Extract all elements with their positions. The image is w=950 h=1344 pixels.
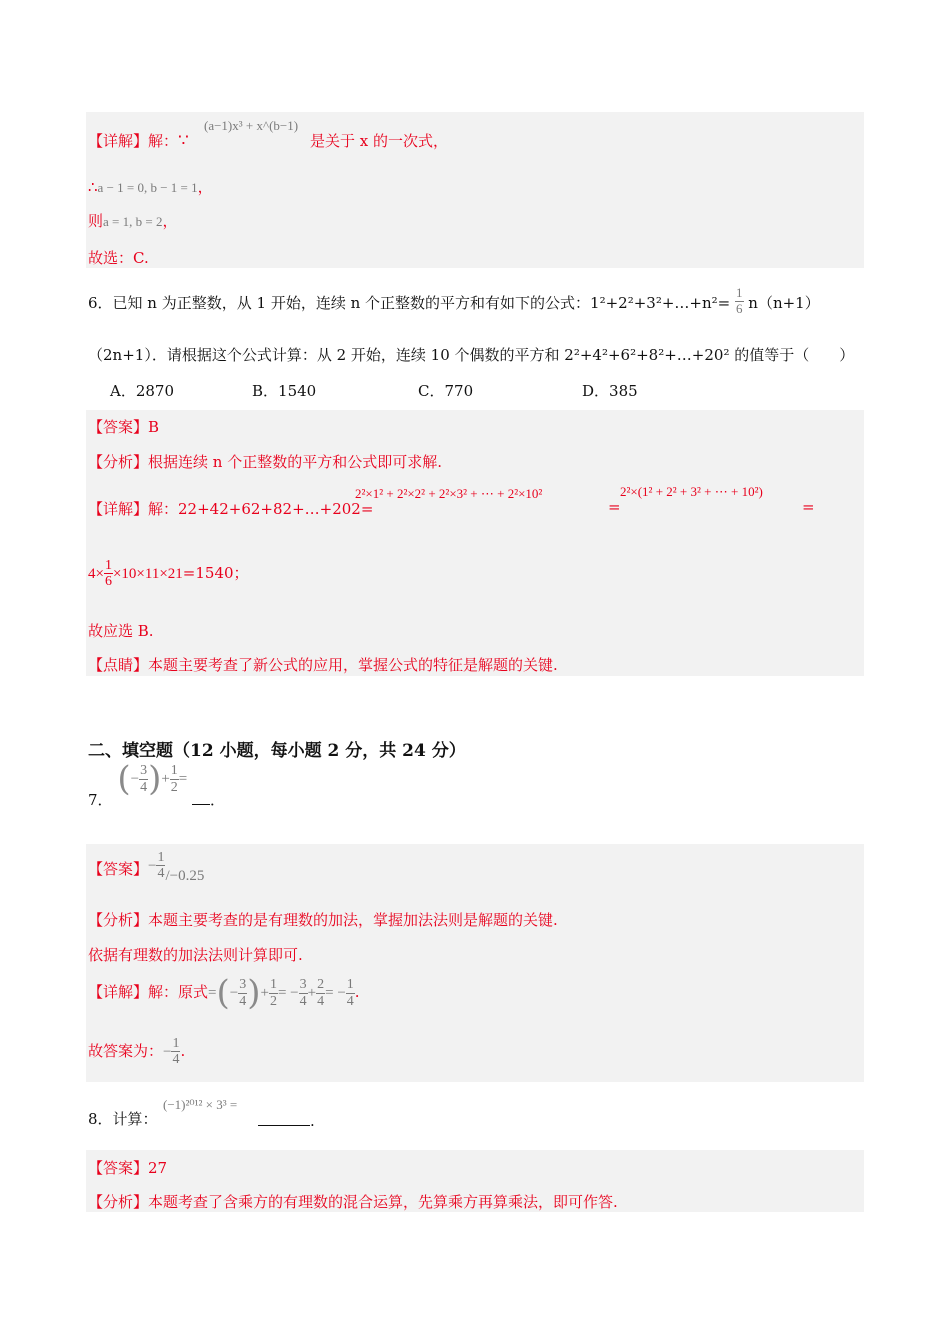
dot: .	[354, 983, 360, 1001]
analysis-label: 【分析】	[88, 453, 149, 471]
eq: = −	[277, 985, 299, 1001]
q7-analysis-line	[88, 909, 558, 930]
q7-final-line	[88, 1036, 185, 1068]
q6-stem-line2: （2n+1）．请根据这个公式计算：从 2 开始，连续 10 个偶数的平方和 2²+4²+6²+8²+…+20² 的值等于（ ）	[88, 346, 855, 364]
therefore-symbol: ∴	[88, 178, 98, 196]
frac-num: 3	[140, 763, 148, 779]
analysis-text: 本题考查了含乘方的有理数的混合运算，先算乘方再算乘法，即可作答.	[148, 1193, 618, 1211]
q6-option-b: B．1540	[252, 382, 317, 400]
detail-text: 解：原式	[148, 983, 209, 1001]
q6-expr1: 2²×1² + 2²×2² + 2²×3² + ⋯ + 2²×10²	[355, 486, 543, 501]
frac	[299, 977, 308, 1009]
plus: +	[307, 985, 317, 1001]
left-paren: (	[216, 973, 230, 1013]
answer-value: 27	[148, 1159, 168, 1177]
q6-frac-num: 1	[736, 285, 743, 301]
frac-den: 2	[269, 993, 277, 1009]
q6-expr2: 2²×(1² + 2² + 3² + ⋯ + 10²)	[620, 484, 763, 499]
neg: −	[229, 985, 239, 1001]
q8-tail: .	[310, 1112, 315, 1130]
analysis-label: 【分析】	[88, 1193, 149, 1211]
q6-stem-text: 6．已知 n 为正整数，从 1 开始，连续 n 个正整数的平方和有如下的公式：1²+2²+3²+…+n²=	[88, 294, 731, 312]
final-neg: −	[163, 1043, 172, 1060]
frac-num: 1	[170, 763, 178, 779]
q7-stem	[88, 759, 226, 810]
frac-den: 4	[317, 993, 325, 1009]
q6-detail-line	[88, 498, 373, 519]
frac-den: 2	[170, 779, 178, 795]
frac-num: 3	[239, 977, 247, 993]
frac-num: 1	[346, 977, 354, 993]
q7-number: 7．	[88, 791, 113, 809]
q6-option-c: C．770	[418, 382, 474, 400]
q7-detail-line	[88, 973, 360, 1013]
q8-answer-line	[88, 1157, 167, 1178]
answer-blank	[192, 804, 210, 805]
q8-number: 8．计算：	[88, 1110, 158, 1128]
calc-frac-num: 1	[104, 558, 112, 573]
frac-num: 2	[317, 977, 325, 993]
plus: +	[260, 985, 269, 1001]
q6-eq2: =	[802, 498, 815, 516]
q6-solution-box	[86, 410, 864, 676]
frac-den: 4	[239, 993, 247, 1009]
detail-text: 解：22+42+62+82+…+202=	[148, 500, 374, 518]
q6-calc-line	[88, 558, 249, 590]
q5-choice: 故选：C.	[88, 249, 149, 267]
frac-num: 3	[299, 977, 307, 993]
q6-option-d: D．385	[582, 382, 638, 400]
q5-result: a = 1, b = 2	[103, 214, 163, 229]
q7-frac-1	[139, 763, 148, 795]
q6-comment-line	[88, 654, 558, 675]
q6-conclusion: 故应选 B.	[88, 622, 154, 640]
frac	[269, 977, 278, 1009]
comma: ，	[162, 212, 178, 230]
detail-label: 【详解】	[88, 132, 149, 150]
q5-is-linear: 是关于 x 的一次式，	[310, 132, 448, 150]
frac-den: 4	[157, 866, 165, 882]
answer-label: 【答案】	[88, 1159, 149, 1177]
q6-stem-line1	[88, 285, 820, 316]
q6-eq1: =	[608, 498, 621, 516]
frac-num: 1	[157, 850, 165, 865]
q5-cond: a − 1 = 0, b − 1 = 1	[97, 180, 198, 195]
frac	[316, 977, 325, 1009]
q7-tail: ．	[210, 791, 226, 809]
calc-post: ×10×11×21	[112, 565, 183, 582]
eq: =	[208, 985, 217, 1001]
frac-num: 1	[269, 977, 277, 993]
answer-blank	[258, 1108, 310, 1126]
neg-sign: −	[130, 771, 140, 787]
q8-analysis-line	[88, 1191, 618, 1212]
q8-stem	[88, 1108, 158, 1129]
frac	[346, 977, 355, 1009]
answer-label: 【答案】	[88, 859, 149, 878]
q6-answer-line	[88, 416, 159, 437]
answer-label: 【答案】	[88, 418, 149, 436]
eq: = −	[325, 985, 346, 1001]
frac-den: 4	[346, 993, 354, 1009]
ans-neg: −	[148, 857, 157, 874]
right-paren: )	[148, 759, 162, 799]
q5-then-line	[88, 210, 177, 231]
q6-fraction	[735, 286, 744, 316]
because-symbol: ∵	[178, 131, 189, 151]
ans-alt: /−0.25	[165, 867, 205, 884]
final-dot: .	[180, 1041, 186, 1060]
frac-num: 1	[172, 1036, 180, 1051]
final-text: 故答案为：	[88, 1041, 164, 1060]
q6-option-a: A．2870	[110, 382, 175, 400]
calc-pre: 4×	[88, 565, 104, 582]
q6-frac-den: 6	[736, 300, 743, 316]
eq-sign: =	[178, 771, 188, 787]
q5-therefore-line	[88, 176, 213, 197]
solve-text: 解：	[148, 132, 179, 150]
q6-stem-tail: n（n+1）	[748, 294, 820, 312]
right-paren: )	[247, 973, 261, 1013]
frac-den: 4	[299, 993, 307, 1009]
q5-detail-line	[88, 130, 189, 151]
frac	[238, 977, 247, 1009]
analysis-text: 本题主要考查的是有理数的加法，掌握加法法则是解题的关键.	[148, 911, 558, 929]
plus-sign: +	[161, 771, 170, 787]
q7-answer-line	[88, 850, 204, 885]
frac-den: 4	[140, 779, 148, 795]
answer-value: B	[148, 418, 160, 436]
calc-result: =1540；	[182, 563, 249, 582]
q7-frac-2	[170, 763, 179, 795]
analysis-label: 【分析】	[88, 911, 149, 929]
q7-analysis-line2: 依据有理数的加法法则计算即可.	[88, 946, 303, 964]
left-paren: (	[117, 759, 131, 799]
q8-blank-group	[258, 1108, 315, 1130]
detail-label: 【详解】	[88, 983, 149, 1001]
then-text: 则	[88, 212, 104, 230]
q8-expr: (−1)²⁰¹² × 3³ =	[163, 1097, 238, 1112]
comment-text: 本题主要考查了新公式的应用，掌握公式的特征是解题的关键.	[148, 656, 558, 674]
calc-fraction	[104, 558, 113, 590]
comment-label: 【点睛】	[88, 656, 149, 674]
q6-analysis-line	[88, 451, 442, 472]
section-2-heading: 二、填空题（12 小题，每小题 2 分，共 24 分）	[88, 741, 466, 761]
frac-den: 4	[172, 1052, 180, 1068]
detail-label: 【详解】	[88, 500, 149, 518]
q5-expr: (a−1)x³ + x^(b−1)	[204, 118, 299, 133]
calc-frac-den: 6	[104, 574, 112, 590]
analysis-text: 根据连续 n 个正整数的平方和公式即可求解.	[148, 453, 442, 471]
comma: ，	[197, 178, 213, 196]
